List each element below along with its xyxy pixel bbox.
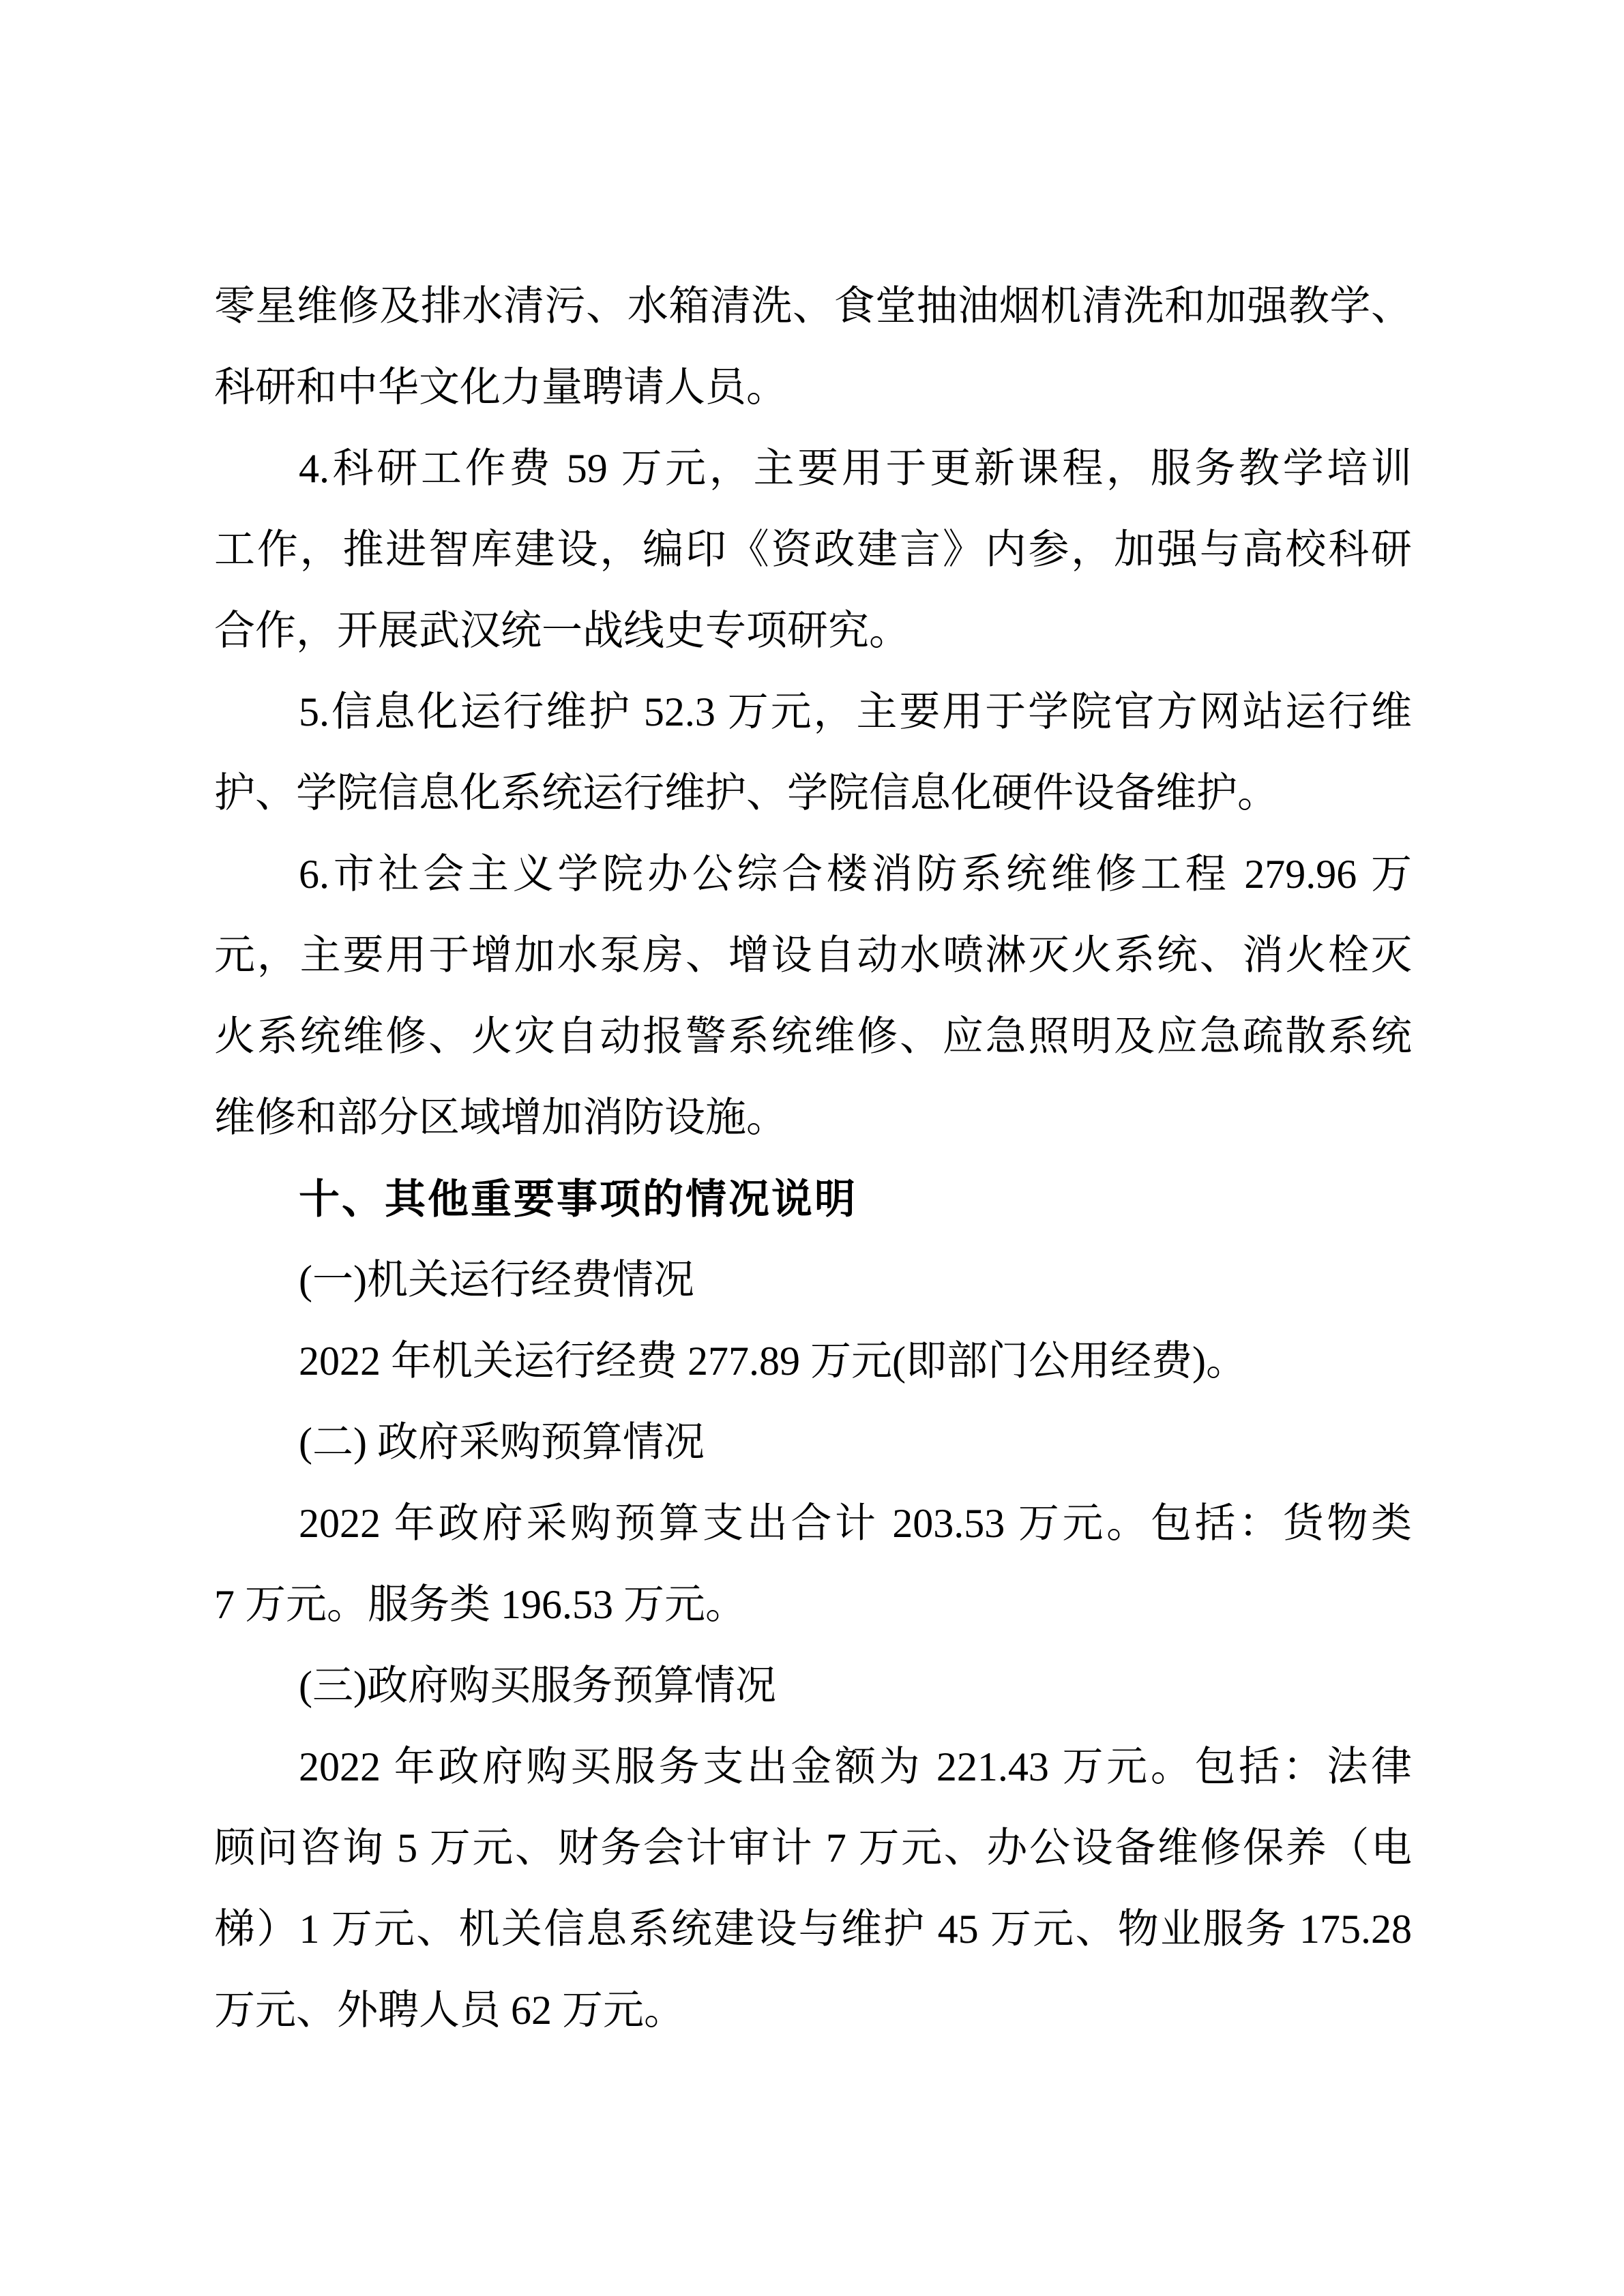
paragraph-line: 2022 年政府采购预算支出合计 203.53 万元。包括：货物类 bbox=[299, 1501, 1412, 1546]
paragraph-line: 护、学院信息化系统运行维护、学院信息化硬件设备维护。 bbox=[214, 771, 1278, 816]
paragraph-line: 6.市社会主义学院办公综合楼消防系统维修工程 279.96 万 bbox=[299, 852, 1412, 897]
section-heading: 十、其他重要事项的情况说明 bbox=[299, 1176, 857, 1222]
paragraph-line: 7 万元。服务类 196.53 万元。 bbox=[214, 1582, 746, 1627]
paragraph-line: 科研和中华文化力量聘请人员。 bbox=[214, 365, 787, 410]
paragraph-line: (三)政府购买服务预算情况 bbox=[299, 1663, 776, 1708]
document-text-block bbox=[214, 266, 1412, 2051]
paragraph-line: 顾问咨询 5 万元、财务会计审计 7 万元、办公设备维修保养（电 bbox=[214, 1825, 1412, 1870]
paragraph-line: 工作，推进智库建设，编印《资政建言》内参，加强与高校科研 bbox=[214, 527, 1412, 572]
paragraph-line: (一)机关运行经费情况 bbox=[299, 1257, 694, 1302]
paragraph-line: (二) 政府采购预算情况 bbox=[299, 1420, 705, 1465]
paragraph-line: 维修和部分区域增加消防设施。 bbox=[214, 1095, 787, 1140]
paragraph-line: 5.信息化运行维护 52.3 万元，主要用于学院官方网站运行维 bbox=[299, 689, 1412, 734]
paragraph-line: 零星维修及排水清污、水箱清洗、食堂抽油烟机清洗和加强教学、 bbox=[214, 284, 1412, 329]
paragraph-line: 合作，开展武汉统一战线史专项研究。 bbox=[214, 608, 910, 653]
paragraph-line: 火系统维修、火灾自动报警系统维修、应急照明及应急疏散系统 bbox=[214, 1014, 1412, 1059]
paragraph-line: 元，主要用于增加水泵房、增设自动水喷淋灭火系统、消火栓灭 bbox=[214, 933, 1412, 978]
paragraph-line: 万元、外聘人员 62 万元。 bbox=[214, 1988, 685, 2033]
paragraph-line: 2022 年政府购买服务支出金额为 221.43 万元。包括：法律 bbox=[299, 1744, 1412, 1789]
paragraph-line: 梯）1 万元、机关信息系统建设与维护 45 万元、物业服务 175.28 bbox=[214, 1907, 1412, 1952]
paragraph-line: 4.科研工作费 59 万元，主要用于更新课程，服务教学培训 bbox=[299, 446, 1412, 491]
paragraph-line: 2022 年机关运行经费 277.89 万元(即部门公用经费)。 bbox=[299, 1339, 1247, 1384]
